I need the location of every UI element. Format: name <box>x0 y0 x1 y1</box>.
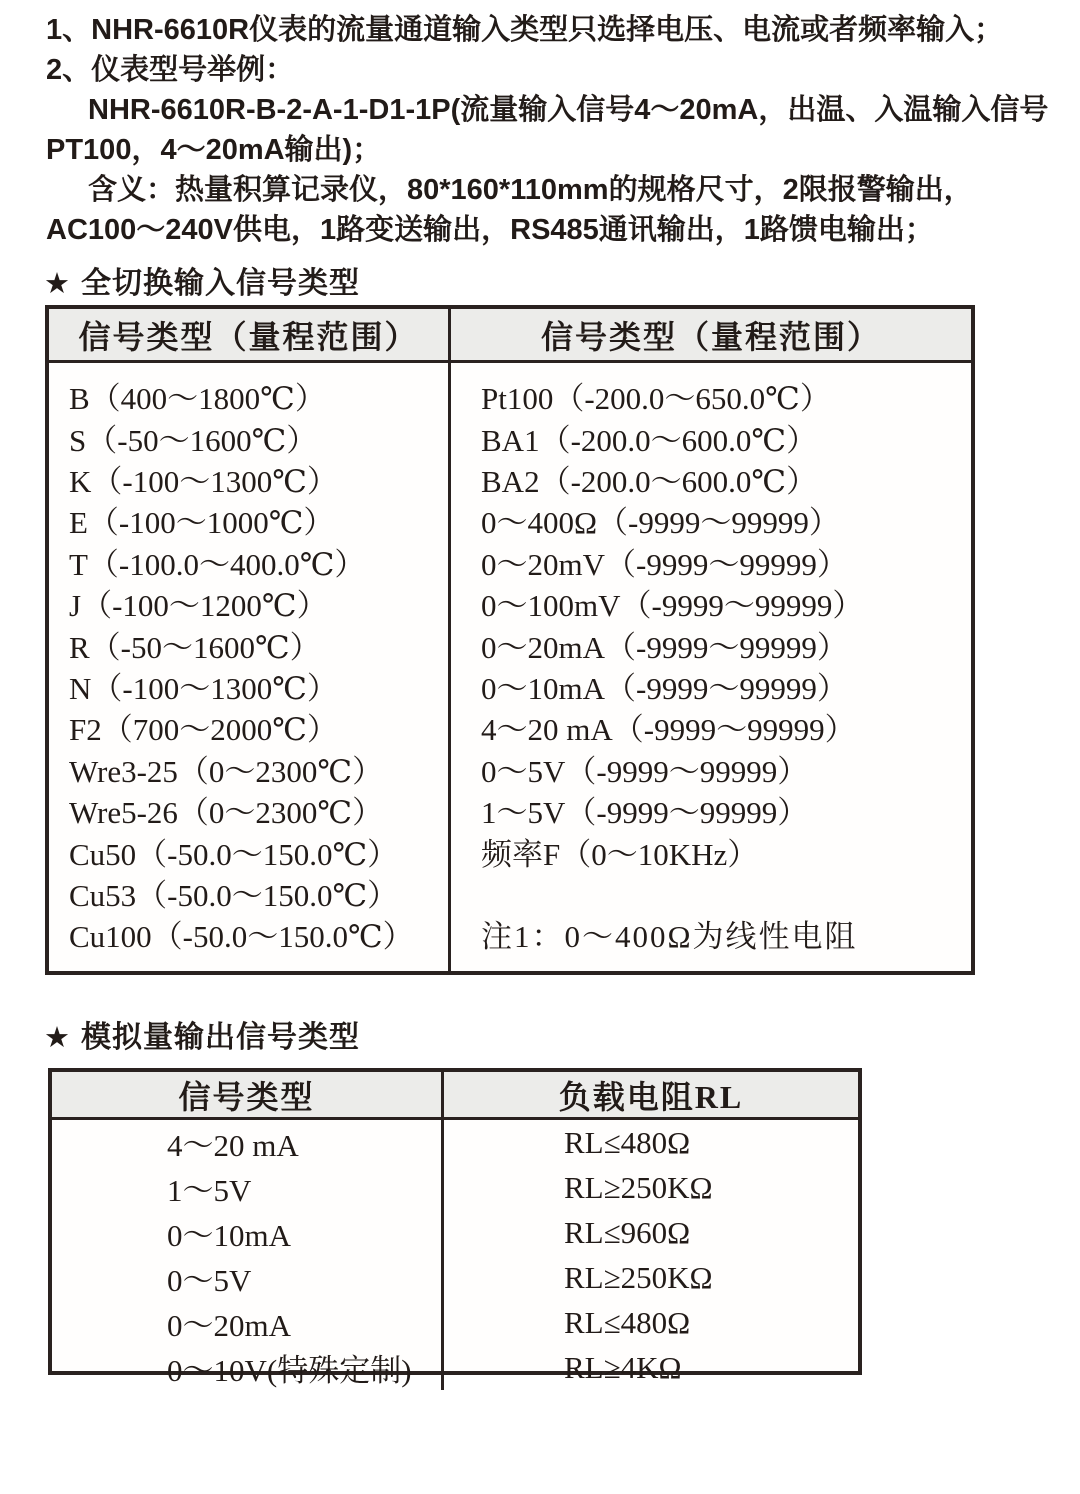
star-icon: ★ <box>44 1022 71 1054</box>
intro-paragraphs <box>46 10 1058 250</box>
table-row: R（-50～1600℃） <box>69 629 321 665</box>
table-row: 0～20mA（-9999～99999） <box>481 629 848 665</box>
table-row: 0～5V（-9999～99999） <box>481 753 809 789</box>
input-signal-table <box>45 305 975 975</box>
input-signal-left-column <box>49 363 451 974</box>
load-cell: RL≥250KΩ <box>564 1259 713 1295</box>
load-cell: RL≤480Ω <box>564 1124 691 1160</box>
table-row <box>52 1120 858 1165</box>
table-row: Wre3-25（0～2300℃） <box>69 753 384 789</box>
load-cell: RL≤960Ω <box>564 1214 691 1250</box>
signal-cell: 0～10mA <box>52 1210 444 1255</box>
analog-output-table <box>48 1068 862 1388</box>
table-row: 0～10mA（-9999～99999） <box>481 670 848 706</box>
table-row: Cu100（-50.0～150.0℃） <box>69 919 414 955</box>
input-signal-table-header <box>49 309 971 363</box>
table-row: BA2（-200.0～600.0℃） <box>481 463 818 499</box>
header-cell-signal-range-right: 信号类型（量程范围） <box>540 318 881 355</box>
table-row <box>52 1345 858 1390</box>
table-row: E（-100～1000℃） <box>69 505 335 541</box>
load-cell: RL≥4KΩ <box>564 1349 682 1385</box>
table-row: 频率F（0～10KHz） <box>481 836 759 872</box>
table-row: Pt100（-200.0～650.0℃） <box>481 381 831 417</box>
load-cell: RL≤480Ω <box>564 1304 691 1340</box>
header-cell-load-resistor: 负载电阻RL <box>558 1078 744 1115</box>
table-row <box>52 1165 858 1210</box>
table-note: 注1：0～400Ω为线性电阻 <box>481 919 858 955</box>
analog-output-table-body <box>52 1120 858 1388</box>
signal-cell: 0～10V(特殊定制) <box>52 1345 444 1390</box>
table-row: S（-50～1600℃） <box>69 422 318 458</box>
spacer-line <box>481 872 971 913</box>
table-row: T（-100.0～400.0℃） <box>69 546 366 582</box>
intro-line-5: 含义：热量积算记录仪，80*160*110mm的规格尺寸，2限报警输出， <box>88 174 973 206</box>
table-row: Cu53（-50.0～150.0℃） <box>69 877 399 913</box>
table-row: 0～400Ω（-9999～99999） <box>481 505 840 541</box>
table-row: 0～100mV（-9999～99999） <box>481 588 864 624</box>
intro-line-2: 2、仪表型号举例： <box>46 54 295 86</box>
table-row: F2（700～2000℃） <box>69 712 338 748</box>
input-signal-table-body <box>49 363 971 974</box>
intro-line-3: NHR-6610R-B-2-A-1-D1-1P(流量输入信号4～20mA，出温、入温输入信号 <box>88 94 1049 126</box>
signal-cell: 0～5V <box>52 1255 444 1300</box>
table-row <box>52 1255 858 1300</box>
table-row: K（-100～1300℃） <box>69 463 338 499</box>
input-signal-right-column <box>451 363 971 974</box>
load-cell: RL≥250KΩ <box>564 1169 713 1205</box>
section-heading-analog-output-types <box>44 1012 360 1056</box>
header-cell-signal-type: 信号类型 <box>52 1072 444 1117</box>
section2-title: 模拟量输出信号类型 <box>81 1021 360 1054</box>
intro-line-6: AC100～240V供电，1路变送输出，RS485通讯输出，1路馈电输出； <box>46 214 934 246</box>
table-row: N（-100～1300℃） <box>69 670 338 706</box>
signal-cell: 1～5V <box>52 1165 444 1210</box>
table-row: Cu50（-50.0～150.0℃） <box>69 836 399 872</box>
table-row: B（400～1800℃） <box>69 381 326 417</box>
table-row <box>52 1210 858 1255</box>
signal-cell: 0～20mA <box>52 1300 444 1345</box>
table-row: Wre5-26（0～2300℃） <box>69 795 384 831</box>
intro-line-4: PT100，4～20mA输出)； <box>46 134 382 166</box>
star-icon: ★ <box>44 268 71 300</box>
section1-title: 全切换输入信号类型 <box>81 267 360 300</box>
table-row: BA1（-200.0～600.0℃） <box>481 422 818 458</box>
table-row: 1～5V（-9999～99999） <box>481 795 809 831</box>
intro-line-1: 1、NHR-6610R仪表的流量通道输入类型只选择电压、电流或者频率输入； <box>46 14 1004 46</box>
signal-cell: 4～20 mA <box>52 1120 444 1165</box>
table-row <box>52 1300 858 1345</box>
table-row: 0～20mV（-9999～99999） <box>481 546 848 582</box>
section-heading-input-signal-types <box>44 258 360 302</box>
analog-output-table-header <box>52 1072 858 1120</box>
table-row: J（-100～1200℃） <box>69 588 328 624</box>
table-row: 4～20 mA（-9999～99999） <box>481 712 856 748</box>
header-cell-signal-range-left: 信号类型（量程范围） <box>49 309 451 360</box>
